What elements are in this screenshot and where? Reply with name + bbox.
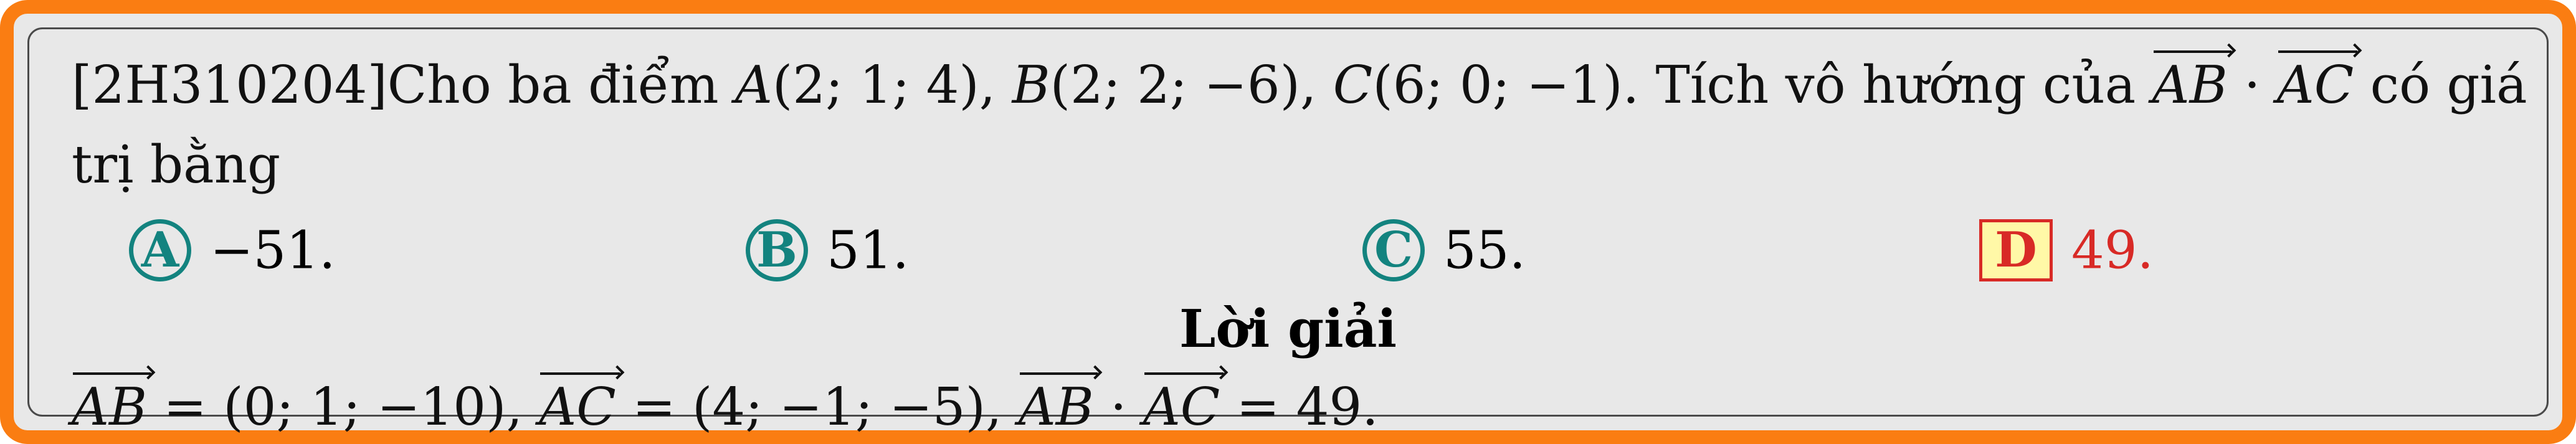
- option-c-value: 55.: [1443, 220, 1526, 281]
- solution-line: [72, 377, 1379, 437]
- point-c-name: C: [1333, 55, 1373, 115]
- option-b-marker: B: [746, 219, 808, 281]
- option-b[interactable]: [746, 219, 909, 281]
- dot-operator: ·: [2227, 55, 2277, 115]
- vector-ac: AC: [2276, 55, 2354, 115]
- point-b-name: B: [1012, 55, 1050, 115]
- separator: ,: [1300, 55, 1333, 115]
- question-stem-line-2: trị bằng: [72, 135, 281, 195]
- vector-ab: AB: [2152, 55, 2228, 115]
- question-card-inner: [27, 27, 2549, 437]
- question-stem-prefix: Cho ba điểm: [387, 55, 735, 115]
- point-b-coords: (2; 2; −6): [1050, 55, 1301, 115]
- option-a[interactable]: [129, 219, 336, 281]
- solution-ac-value: = (4; −1; −5),: [615, 377, 1019, 437]
- solution-vector-ac: AC: [539, 377, 616, 437]
- question-stem-mid: . Tích vô hướng của: [1622, 55, 2152, 115]
- question-line-2: [72, 135, 281, 195]
- option-c[interactable]: [1362, 219, 1526, 281]
- option-d-marker-correct: D: [1979, 219, 2053, 281]
- option-a-value: −51.: [210, 220, 336, 281]
- option-d-value: 49.: [2071, 220, 2154, 281]
- solution-dot-operator: ·: [1093, 377, 1143, 437]
- question-id: [2H310204]: [72, 55, 387, 115]
- solution-product-vector-ab: AB: [1018, 377, 1094, 437]
- solution-heading: Lời giải: [1179, 298, 1397, 359]
- solution-ab-value: = (0; 1; −10),: [146, 377, 539, 437]
- question-line-1: [72, 55, 2527, 115]
- point-c-coords: (6; 0; −1): [1372, 55, 1623, 115]
- option-a-marker: A: [129, 219, 191, 281]
- option-c-marker: C: [1362, 219, 1425, 281]
- option-b-value: 51.: [827, 220, 909, 281]
- point-a-coords: (2; 1; 4): [772, 55, 979, 115]
- option-d[interactable]: [1979, 219, 2154, 281]
- question-stem-suffix: có giá: [2354, 55, 2527, 115]
- solution-vector-ab: AB: [72, 377, 147, 437]
- solution-product-vector-ac: AC: [1143, 377, 1220, 437]
- point-a-name: A: [734, 55, 772, 115]
- solution-product-value: = 49.: [1220, 377, 1379, 437]
- separator: ,: [979, 55, 1012, 115]
